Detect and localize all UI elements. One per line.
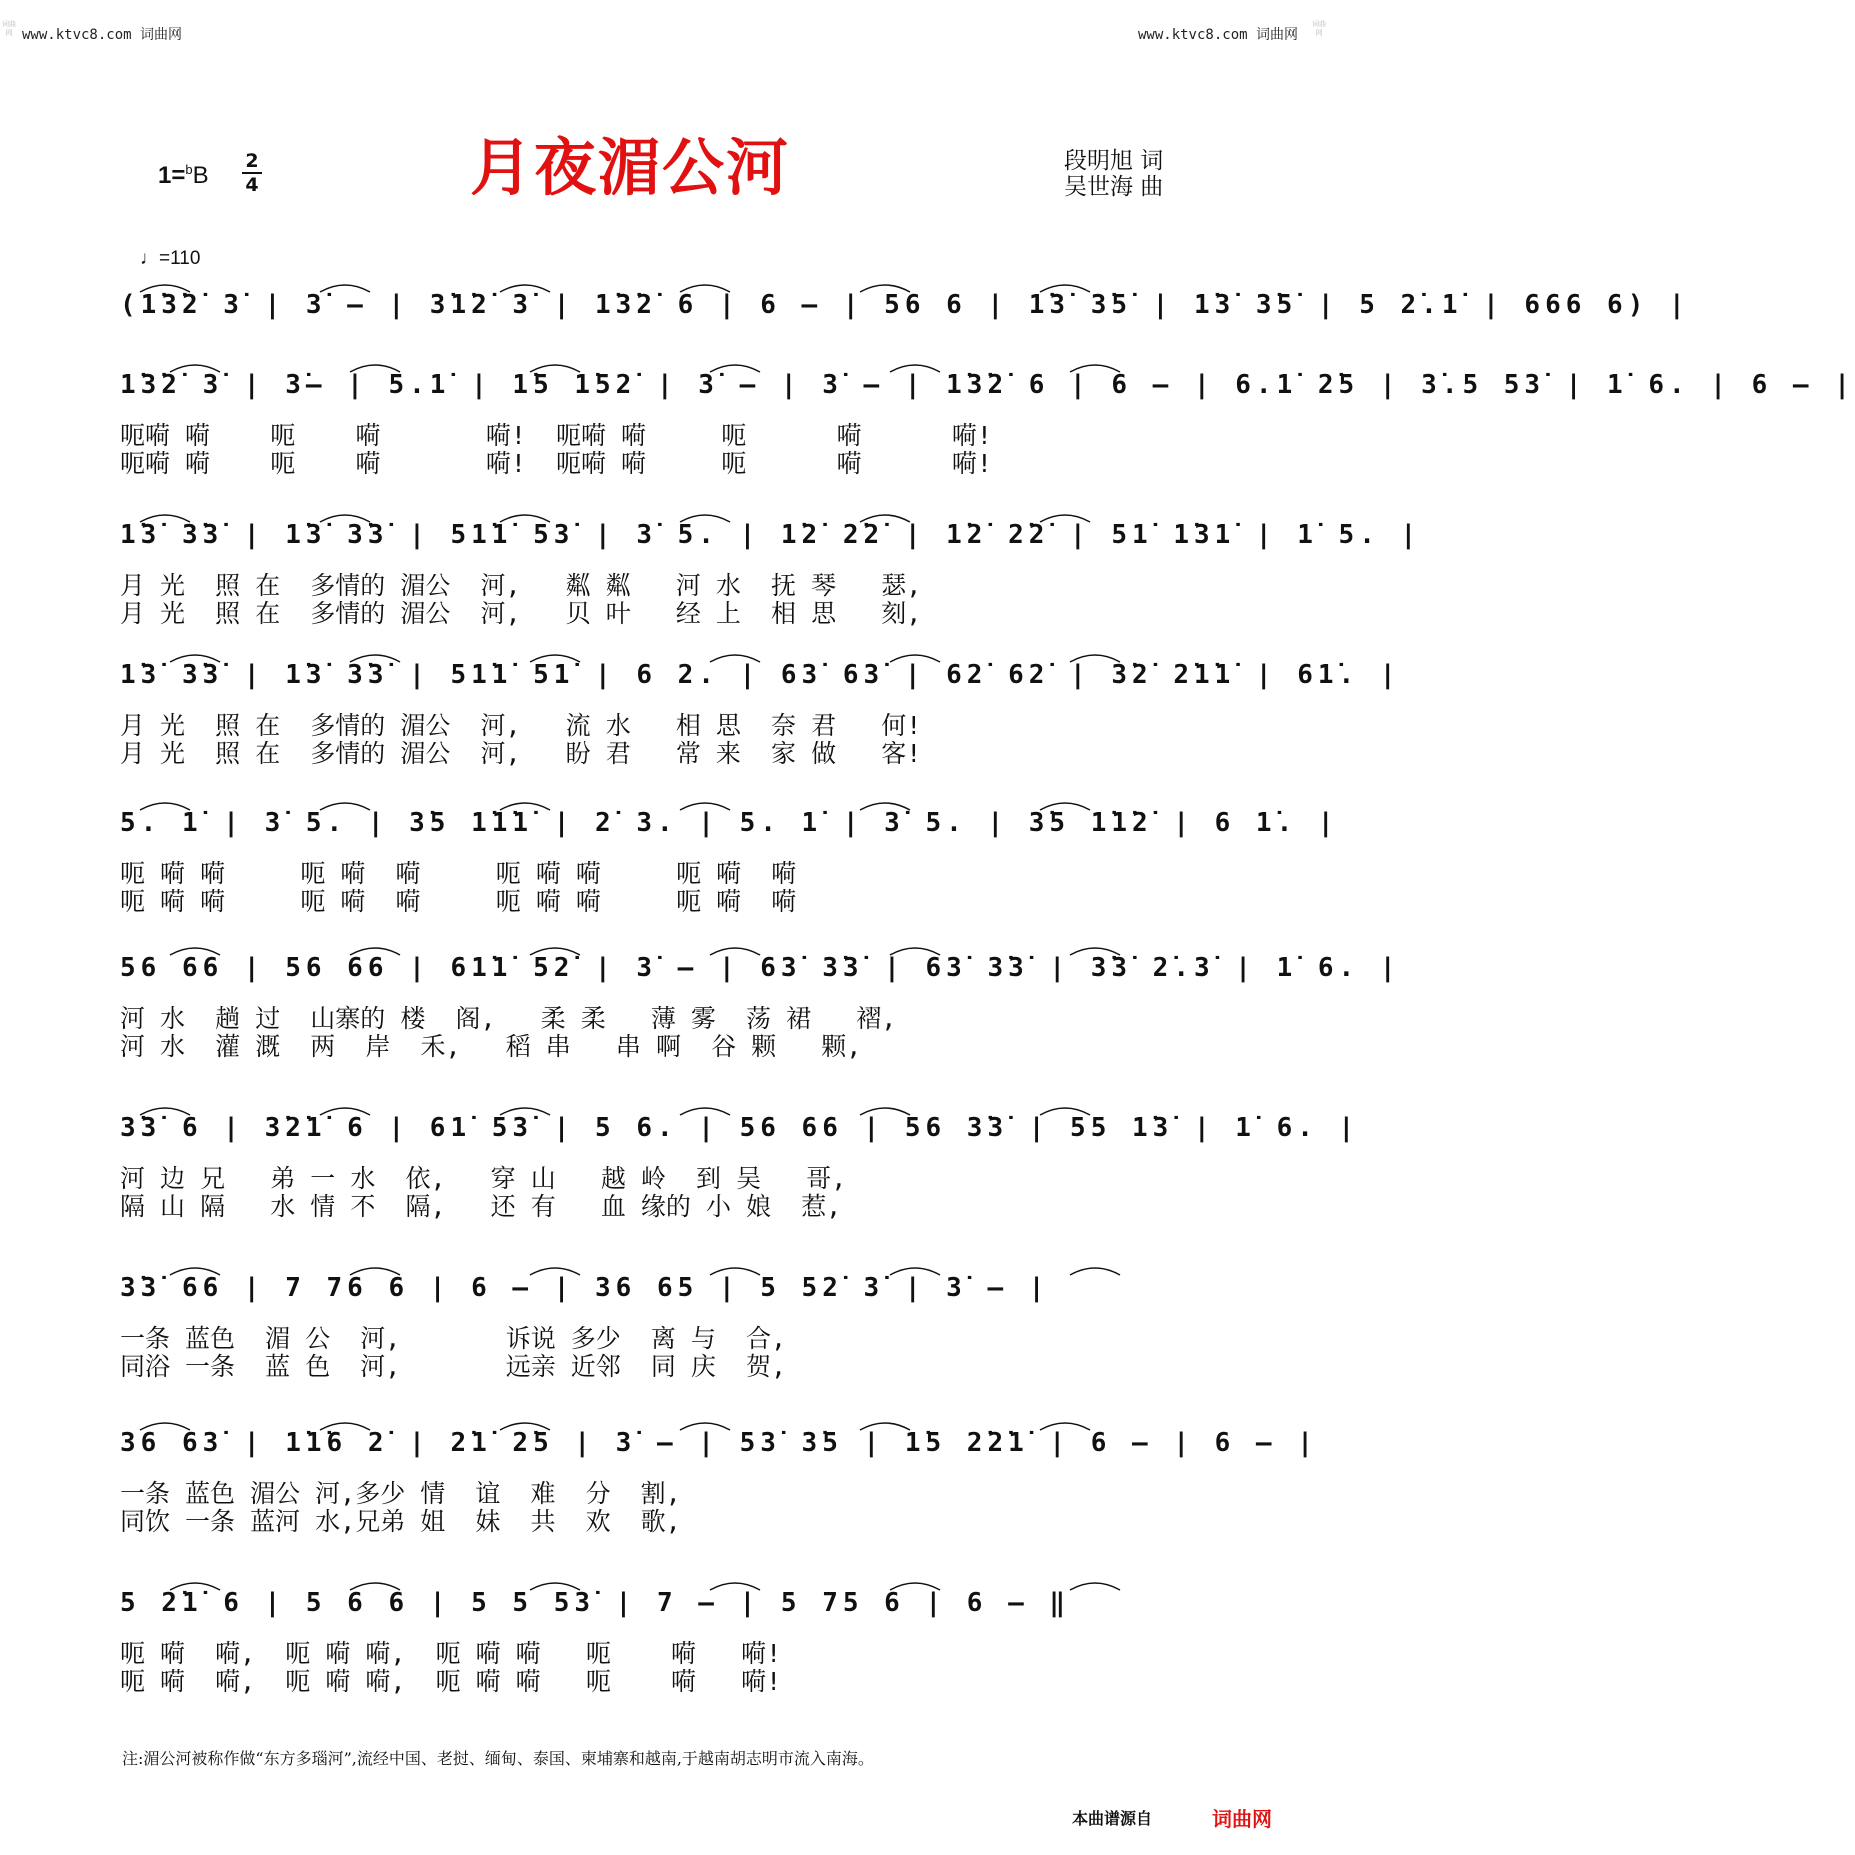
slur-marks [120,1420,1230,1434]
notation-row [120,945,1401,1001]
slur-arc [500,1108,550,1115]
slur-arc [350,1583,400,1590]
slur-arc [320,1423,370,1430]
slur-arc [140,515,190,522]
slur-arc [140,1108,190,1115]
lyric-line: 月 光 照 在 多情的 湄公 河, 流 水 相 思 奈 君 何! [120,711,922,740]
slur-marks [120,282,1230,296]
notation-row [120,282,1690,338]
slur-arc [500,285,550,292]
notation-line: (1̇3̇2̇ 3̇ | 3̇ – | 3̇1̇2̇ 3̇ | 1̇3̇2̇ 6 | 6 – | 56 6 | 1̇3̇ 3̇5̇ | 1̇3̇ 3̇5̇ | 5 2̇.1̇ | 666 6) | [120,290,1690,320]
slur-arc [1070,655,1120,662]
slur-arc [140,285,190,292]
slur-arc [530,1268,580,1275]
slur-arc [1040,1423,1090,1430]
lyric-line: 同浴 一条 蓝 色 河, 远亲 近邻 同 庆 贺, [120,1352,787,1381]
site-url-right[interactable]: www.ktvc8.com 词曲网 [1137,27,1298,43]
lyric-line: 呃 嗬 嗬, 呃 嗬 嗬, 呃 嗬 嗬 呃 嗬 嗬! [120,1639,782,1668]
slur-arc [170,1583,220,1590]
slur-arc [500,803,550,810]
slur-arc [680,285,730,292]
lyric-line: 呃 嗬 嗬 呃 嗬 嗬 呃 嗬 嗬 呃 嗬 嗬 [120,859,797,888]
notation-row [120,1580,1230,1636]
credits [1064,148,1163,200]
notation-line: 5. 1̇ | 3̇ 5. | 3̇5 1̇1̇1̇ | 2̇ 3. | 5. 1̇ | 3̇ 5. | 3̇5 1̇1̇2̇ | 6 1̇. | [120,808,1339,838]
slur-arc [860,515,910,522]
slur-arc [710,655,760,662]
side-watermark-left: 词曲网 [2,20,16,37]
key-prefix: 1= [158,162,186,189]
slur-arc [170,365,220,372]
slur-arc [860,1423,910,1430]
slur-arc [680,515,730,522]
slur-arc [1070,948,1120,955]
lyric-line: 月 光 照 在 多情的 湄公 河, 盼 君 常 来 家 做 客! [120,739,922,768]
lyricist: 段明旭 词 [1064,148,1164,174]
side-watermark-right: 词曲网 [1312,20,1326,37]
composer: 吴世海 曲 [1064,174,1164,200]
notation-row [120,800,1339,856]
slur-arc [710,1583,760,1590]
slur-marks [120,1105,1230,1119]
lyric-line: 呃 嗬 嗬, 呃 嗬 嗬, 呃 嗬 嗬 呃 嗬 嗬! [120,1667,782,1696]
time-signature [242,150,262,196]
slur-arc [320,285,370,292]
site-url-left[interactable]: www.ktvc8.com 词曲网 [22,27,183,43]
notation-line: 3̇3̇ 6 | 3̇2̇1̇ 6 | 61̇ 53̇ | 5 6. | 56 66 | 56 3̇3̇ | 55 1̇3̇ | 1̇ 6. | [120,1113,1360,1143]
footnote: 注:湄公河被称作做“东方多瑙河”,流经中国、老挝、缅甸、泰国、柬埔寨和越南,于越南胡志明市流入南海。 [122,1749,874,1768]
notation-line: 5 2̇1̇ 6 | 5 6 6 | 5 5 53̇ | 7 – | 5 75 6 | 6 – ‖ [120,1588,1071,1618]
slur-arc [140,803,190,810]
notation-row [120,1420,1318,1476]
slur-arc [680,1108,730,1115]
slur-arc [890,365,940,372]
slur-arc [350,365,400,372]
lyric-line: 呃嗬 嗬 呃 嗬 嗬! 呃嗬 嗬 呃 嗬 嗬! [120,421,992,450]
slur-arc [500,515,550,522]
slur-arc [1040,285,1090,292]
slur-arc [530,1583,580,1590]
slur-arc [860,285,910,292]
slur-arc [350,655,400,662]
source-note: 本曲谱源自 [1072,1809,1153,1828]
slur-arc [710,1268,760,1275]
lyric-line: 河 水 趟 过 山寨的 楼 阁, 柔 柔 薄 雾 荡 裙 褶, [120,1004,897,1033]
slur-arc [1040,1108,1090,1115]
notation-line: 1̇3̇ 3̇3̇ | 1̇3̇ 3̇3̇ | 51̇1̇ 53̇ | 3̇ 5. | 1̇2̇ 2̇2̇ | 1̇2̇ 2̇2̇ | 51̇ 1̇31̇ | 1̇ 5. | [120,520,1422,550]
slur-arc [680,803,730,810]
slur-arc [710,365,760,372]
slur-arc [350,948,400,955]
notation-row [120,1265,1230,1321]
slur-marks [120,945,1230,959]
slur-arc [1040,515,1090,522]
notation-row [120,512,1422,568]
slur-arc [320,803,370,810]
notation-row [120,652,1401,708]
slur-arc [170,948,220,955]
slur-marks [120,1265,1230,1279]
slur-arc [1040,803,1090,810]
key-letter: B [192,162,209,189]
lyric-line: 一条 蓝色 湄公 河,多少 情 谊 难 分 割, [120,1479,681,1508]
slur-arc [530,948,580,955]
slur-arc [890,1268,940,1275]
slur-arc [680,1423,730,1430]
tempo-marking: ♩=110 [140,248,201,269]
notation-line: 36 63̇ | 1̇1̇6 2̇ | 2̇1̇ 2̇5 | 3̇ – | 53̇ 3̇5 | 1̇5 2̇2̇1̇ | 6 – | 6 – | [120,1428,1318,1458]
slur-arc [320,1108,370,1115]
notation-line: 56 66 | 56 66 | 61̇1̇ 52̇ | 3̇ – | 63̇ 3̇3̇ | 63̇ 3̇3̇ | 3̇3̇ 2̇.3̇ | 1̇ 6. | [120,953,1401,983]
notation-line: 1̇3̇2̇ 3̇ | 3̇– | 5.1̇ | 1̇5 1̇52̇ | 3̇ – | 3̇ – | 1̇3̇2̇ 6 | 6 – | 6.1̇ 2̇5 | 3̇.5 53̇ | 1̇ 6. | 6 – | [120,370,1855,400]
key-signature [158,162,209,190]
notation-row [120,362,1855,418]
slur-arc [320,515,370,522]
lyric-line: 河 边 兄 弟 一 水 依, 穿 山 越 岭 到 吴 哥, [120,1164,847,1193]
slur-arc [350,1268,400,1275]
site-logo[interactable]: 词曲网 [1212,1807,1272,1831]
lyric-line: 一条 蓝色 湄 公 河, 诉说 多少 离 与 合, [120,1324,787,1353]
lyric-line: 隔 山 隔 水 情 不 隔, 还 有 血 缘的 小 娘 惹, [120,1192,842,1221]
slur-arc [140,1423,190,1430]
notation-line: 1̇3̇ 3̇3̇ | 1̇3̇ 3̇3̇ | 51̇1̇ 51̇ | 6 2. | 63̇ 63̇ | 62̇ 62̇ | 3̇2̇ 2̇1̇1̇ | 61̇. | [120,660,1401,690]
slur-arc [860,803,910,810]
lyric-line: 呃 嗬 嗬 呃 嗬 嗬 呃 嗬 嗬 呃 嗬 嗬 [120,887,797,916]
slur-arc [1070,1583,1120,1590]
slur-arc [890,655,940,662]
slur-marks [120,512,1230,526]
time-top: 2 [245,150,259,172]
song-title: 月夜湄公河 [470,131,791,204]
slur-arc [1070,365,1120,372]
slur-arc [860,1108,910,1115]
slur-arc [530,365,580,372]
notation-line: 3̇3̇ 66 | 7 76 6 | 6 – | 36 65 | 5 52̇ 3̇ | 3̇ – | [120,1273,1050,1303]
lyric-line: 月 光 照 在 多情的 湄公 河, 贝 叶 经 上 相 思 刻, [120,599,922,628]
slur-arc [170,1268,220,1275]
slur-marks [120,1580,1230,1594]
slur-marks [120,800,1230,814]
time-bottom: 4 [242,172,262,196]
slur-marks [120,362,1230,376]
lyric-line: 同饮 一条 蓝河 水,兄弟 姐 妹 共 欢 歌, [120,1507,681,1536]
slur-arc [1070,1268,1120,1275]
flat-sign: b [185,162,193,177]
slur-arc [500,1423,550,1430]
lyric-line: 河 水 灌 溉 两 岸 禾, 稻 串 串 啊 谷 颗 颗, [120,1032,862,1061]
lyric-line: 呃嗬 嗬 呃 嗬 嗬! 呃嗬 嗬 呃 嗬 嗬! [120,449,992,478]
slur-marks [120,652,1230,666]
slur-arc [890,948,940,955]
notation-row [120,1105,1360,1161]
slur-arc [530,655,580,662]
slur-arc [710,948,760,955]
slur-arc [170,655,220,662]
slur-arc [890,1583,940,1590]
lyric-line: 月 光 照 在 多情的 湄公 河, 粼 粼 河 水 抚 琴 瑟, [120,571,922,600]
